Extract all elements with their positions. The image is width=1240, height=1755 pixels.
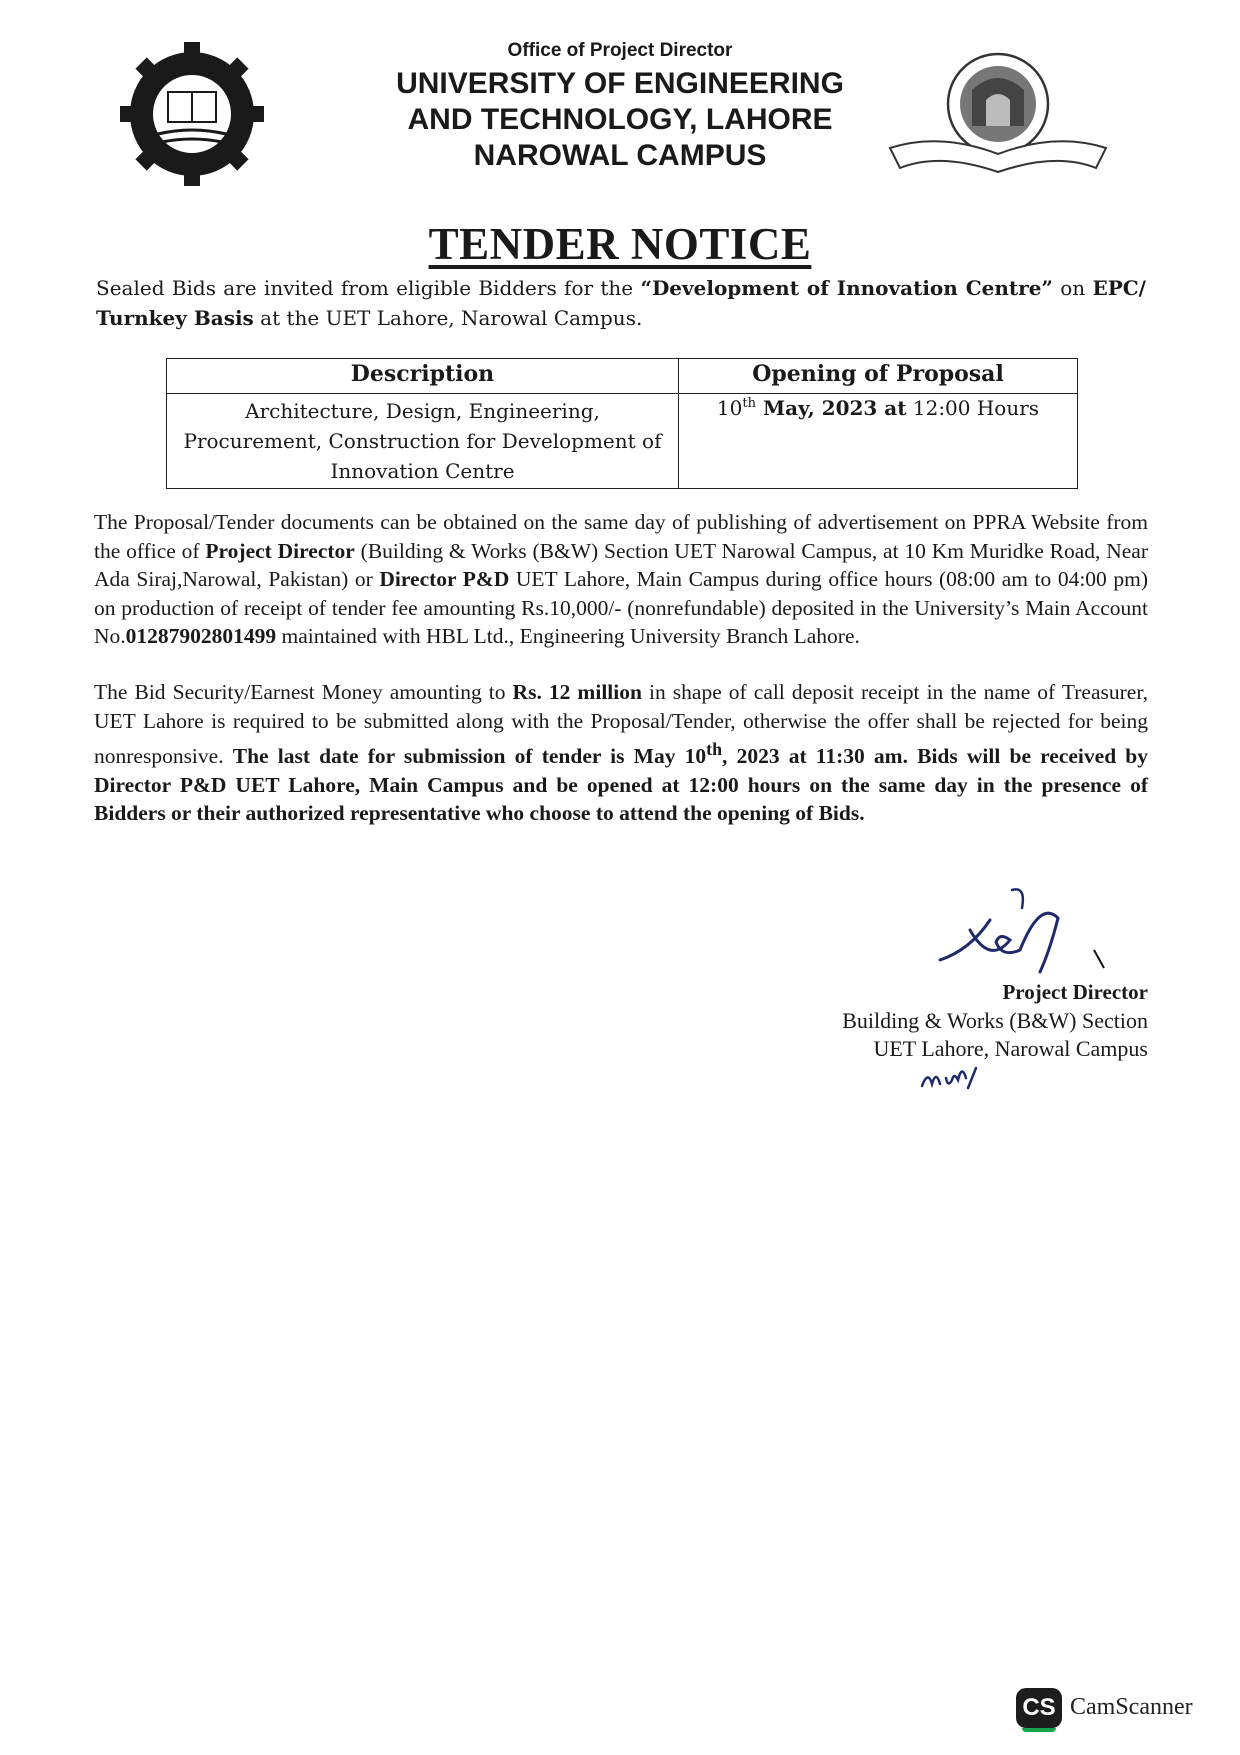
intro-text-3: at the UET Lahore, Narowal Campus. (253, 306, 643, 330)
p1-bold-2: Director P&D (379, 567, 510, 591)
table-row (167, 394, 1078, 489)
account-number: 01287902801499 (125, 624, 277, 648)
signatory-campus: UET Lahore, Narowal Campus (873, 1036, 1148, 1061)
p1-bold-1: Project Director (205, 538, 355, 563)
p1-text-1: The Proposal/Tender documents can be obtained on the same day of publishing of advertisement on PPRA Website from the office of (94, 510, 1148, 563)
p1-text-2: (Building & Works (B&W) Section UET Narowal Campus, at 10 Km Muridke Road, Near Ada Siraj,Narowal, Pakistan) or (94, 538, 1148, 591)
documents-paragraph (94, 508, 1148, 651)
header-opening: Opening of Proposal (679, 359, 1078, 394)
bid-security-amount: Rs. 12 million (512, 680, 642, 704)
cell-opening (679, 394, 1078, 489)
table-header-row (167, 359, 1078, 394)
camscanner-text: CamScanner (1070, 1694, 1193, 1720)
opening-day: 10 (716, 396, 743, 420)
camscanner-badge-icon: CS (1016, 1688, 1062, 1728)
opening-day-suffix: th (742, 396, 756, 411)
university-name (300, 66, 940, 174)
last-date-suffix: th (706, 739, 723, 759)
opening-date: May, 2023 at (755, 396, 907, 420)
campus-line: NAROWAL CAMPUS (473, 139, 767, 172)
page-title: TENDER NOTICE (428, 219, 812, 269)
handwritten-initials-icon (918, 1058, 998, 1098)
project-name: “Development of Innovation Centre” (640, 276, 1053, 300)
bid-security-paragraph (94, 678, 1148, 828)
submission-details: , 2023 at 11:30 am. Bids will be received by Director P&D UET Lahore, Main Campus and be opened at 12:00 hours on the same day in the presence of Bidders or their authorized representative who choose to attend the opening of Bids. (94, 744, 1149, 826)
uet-gear-logo-icon (118, 40, 266, 188)
signatory-role: Project Director (1002, 980, 1148, 1004)
university-line-2: AND TECHNOLOGY, LAHORE (407, 103, 833, 136)
p2-text-2: in shape of call deposit receipt in the name of Treasurer, UET Lahore is required to be submitted along with the Proposal/Tender, otherwise the offer shall be rejected for being nonresponsive. (94, 680, 1148, 769)
signatory-section: Building & Works (B&W) Section (842, 1008, 1148, 1033)
header-description: Description (167, 359, 679, 394)
intro-text-1: Sealed Bids are invited from eligible Bidders for the (96, 276, 641, 300)
opening-time: 12:00 Hours (906, 396, 1040, 420)
p1-text-3: UET Lahore, Main Campus during office hours (08:00 am to 04:00 pm) on production of receipt of tender fee amounting Rs.10,000/- (nonrefundable) deposited in the University’s Main Account No. (94, 567, 1148, 648)
tender-table (166, 358, 1078, 489)
intro-text-2: on (1052, 276, 1093, 300)
p1-text-4: maintained with HBL Ltd., Engineering University Branch Lahore. (276, 624, 860, 648)
basis: EPC/ Turnkey Basis (96, 276, 1146, 330)
handwritten-signature-icon (930, 880, 1150, 990)
p2-text-1: The Bid Security/Earnest Money amounting to (94, 680, 513, 704)
intro-paragraph (96, 273, 1146, 333)
last-date-text: The last date for submission of tender is May 10 (232, 744, 707, 769)
university-line-1: UNIVERSITY OF ENGINEERING (396, 67, 844, 100)
office-heading: Office of Project Director (507, 40, 733, 61)
cell-description: Architecture, Design, Engineering, Procurement, Construction for Development of Innovation Centre (167, 394, 679, 489)
